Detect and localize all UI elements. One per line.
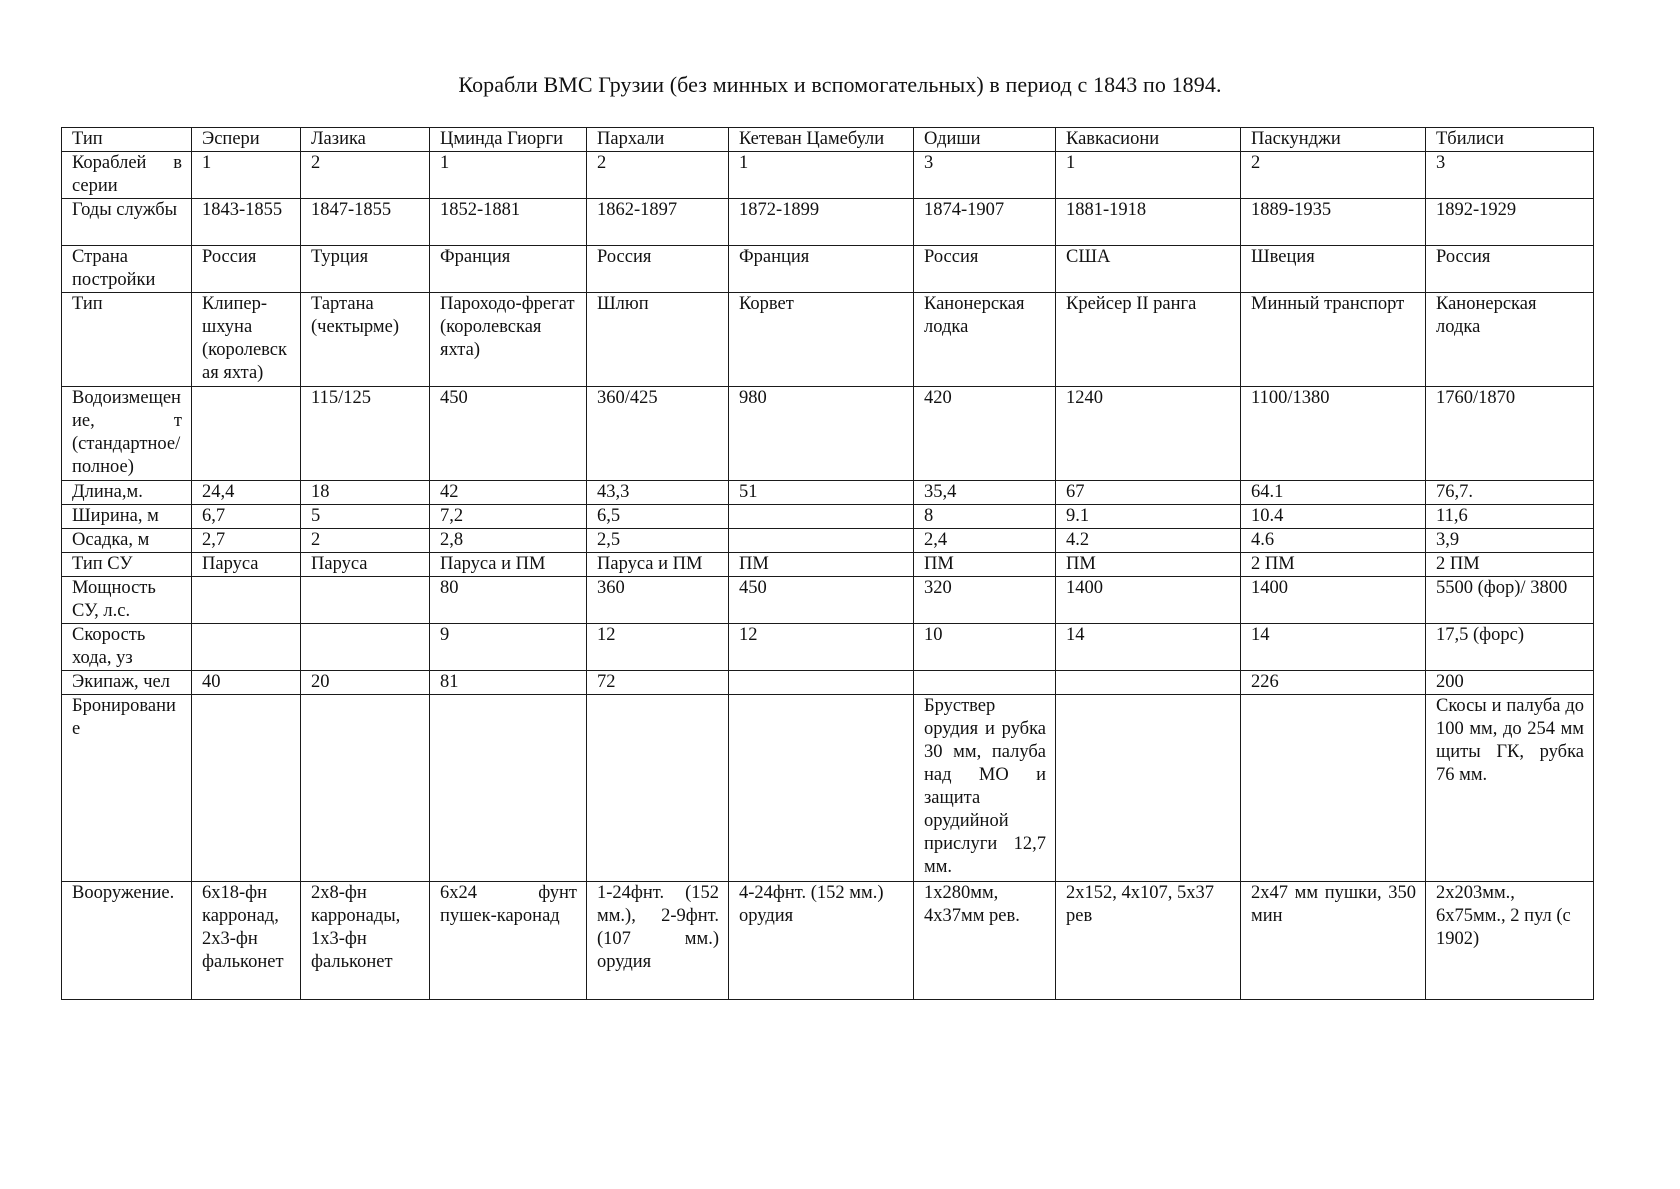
header-cell: Эспери — [192, 128, 301, 152]
table-cell: 5 — [301, 505, 430, 529]
table-cell: 1862-1897 — [587, 199, 729, 246]
header-cell: Кетеван Цамебули — [729, 128, 914, 152]
table-cell: Скосы и палуба до 100 мм, до 254 мм щиты ГК, рубка 76 мм. — [1426, 695, 1594, 882]
table-cell: 1892-1929 — [1426, 199, 1594, 246]
table-cell: 4-24фнт. (152 мм.) орудия — [729, 882, 914, 1000]
table-cell: Клипер-шхуна (королевская яхта) — [192, 293, 301, 387]
table-cell — [301, 695, 430, 882]
table-cell: 18 — [301, 481, 430, 505]
table-cell: 12 — [729, 624, 914, 671]
table-cell: Франция — [430, 246, 587, 293]
table-cell: 72 — [587, 671, 729, 695]
table-cell: 20 — [301, 671, 430, 695]
table-cell — [192, 387, 301, 481]
table-cell: Паруса — [301, 553, 430, 577]
table-cell: 76,7. — [1426, 481, 1594, 505]
table-cell — [729, 529, 914, 553]
table-cell — [1056, 671, 1241, 695]
table-row — [62, 553, 1594, 577]
table-cell — [301, 624, 430, 671]
table-cell: 1 — [192, 152, 301, 199]
table-cell: 320 — [914, 577, 1056, 624]
table-row — [62, 152, 1594, 199]
table-header-row — [62, 128, 1594, 152]
table-cell: Россия — [587, 246, 729, 293]
table-cell: Паруса и ПМ — [587, 553, 729, 577]
table-cell: 6х24 фунт пушек-каронад — [430, 882, 587, 1000]
table-cell: Шлюп — [587, 293, 729, 387]
table-cell: Канонерская лодка — [914, 293, 1056, 387]
table-row — [62, 624, 1594, 671]
row-label: Мощность СУ, л.с. — [62, 577, 192, 624]
table-cell: 8 — [914, 505, 1056, 529]
table-cell: Паруса — [192, 553, 301, 577]
table-cell: 2 — [301, 152, 430, 199]
page-title: Корабли ВМС Грузии (без минных и вспомогательных) в период с 1843 по 1894. — [458, 72, 1222, 97]
table-cell: 5500 (фор)/ 3800 — [1426, 577, 1594, 624]
table-row — [62, 246, 1594, 293]
header-cell: Одиши — [914, 128, 1056, 152]
table-cell: 11,6 — [1426, 505, 1594, 529]
table-cell: ПМ — [1056, 553, 1241, 577]
table-cell: 1872-1899 — [729, 199, 914, 246]
row-label: Длина,м. — [62, 481, 192, 505]
table-cell: 200 — [1426, 671, 1594, 695]
table-row — [62, 293, 1594, 387]
table-cell: 1881-1918 — [1056, 199, 1241, 246]
table-cell — [192, 577, 301, 624]
table-row — [62, 505, 1594, 529]
table-cell: 1-24фнт. (152 мм.), 2-9фнт. (107 мм.) орудия — [587, 882, 729, 1000]
table-cell — [301, 577, 430, 624]
table-cell: 1843-1855 — [192, 199, 301, 246]
table-cell: 1 — [729, 152, 914, 199]
ships-table — [61, 127, 1594, 1000]
table-cell: 1400 — [1056, 577, 1241, 624]
table-cell: 1852-1881 — [430, 199, 587, 246]
table-cell: Бруствер орудия и рубка 30 мм, палуба над МО и защита орудийной прислуги 12,7 мм. — [914, 695, 1056, 882]
table-cell: 450 — [430, 387, 587, 481]
table-cell: 40 — [192, 671, 301, 695]
table-cell — [1056, 695, 1241, 882]
table-cell: 226 — [1241, 671, 1426, 695]
table-cell: 14 — [1241, 624, 1426, 671]
row-label: Ширина, м — [62, 505, 192, 529]
table-cell: Турция — [301, 246, 430, 293]
table-cell — [587, 695, 729, 882]
table-cell: 10.4 — [1241, 505, 1426, 529]
table-cell — [1241, 695, 1426, 882]
table-cell: 3,9 — [1426, 529, 1594, 553]
table-cell: 42 — [430, 481, 587, 505]
table-cell: 2 ПМ — [1426, 553, 1594, 577]
header-cell: Пархали — [587, 128, 729, 152]
table-cell: 2 ПМ — [1241, 553, 1426, 577]
table-cell: 9.1 — [1056, 505, 1241, 529]
table-cell: 64.1 — [1241, 481, 1426, 505]
table-cell: 3 — [914, 152, 1056, 199]
table-cell: 1100/1380 — [1241, 387, 1426, 481]
table-cell: 420 — [914, 387, 1056, 481]
row-label: Бронирование — [62, 695, 192, 882]
table-cell: 67 — [1056, 481, 1241, 505]
table-cell: 2,5 — [587, 529, 729, 553]
header-cell: Тбилиси — [1426, 128, 1594, 152]
table-cell: 2х47 мм пушки, 350 мин — [1241, 882, 1426, 1000]
table-cell: 360/425 — [587, 387, 729, 481]
table-cell: 80 — [430, 577, 587, 624]
row-label: Годы службы — [62, 199, 192, 246]
table-cell: 1889-1935 — [1241, 199, 1426, 246]
table-cell: 360 — [587, 577, 729, 624]
table-cell — [729, 671, 914, 695]
table-cell: 2,7 — [192, 529, 301, 553]
row-label: Экипаж, чел — [62, 671, 192, 695]
table-cell: 2 — [587, 152, 729, 199]
table-cell: 2,4 — [914, 529, 1056, 553]
row-label: Тип СУ — [62, 553, 192, 577]
table-cell: Россия — [914, 246, 1056, 293]
table-cell — [192, 695, 301, 882]
header-cell: Тип — [62, 128, 192, 152]
header-cell: Цминда Гиорги — [430, 128, 587, 152]
row-label: Страна постройки — [62, 246, 192, 293]
table-cell: 115/125 — [301, 387, 430, 481]
table-row — [62, 529, 1594, 553]
table-cell: 1х280мм, 4х37мм рев. — [914, 882, 1056, 1000]
row-label: Скорость хода, уз — [62, 624, 192, 671]
header-cell: Паскунджи — [1241, 128, 1426, 152]
header-cell: Лазика — [301, 128, 430, 152]
table-row — [62, 671, 1594, 695]
table-cell: 1 — [1056, 152, 1241, 199]
table-cell: Канонерская лодка — [1426, 293, 1594, 387]
table-cell: Швеция — [1241, 246, 1426, 293]
table-row — [62, 577, 1594, 624]
row-label: Осадка, м — [62, 529, 192, 553]
table-cell: Паруса и ПМ — [430, 553, 587, 577]
table-cell: 7,2 — [430, 505, 587, 529]
table-cell: 4.6 — [1241, 529, 1426, 553]
table-cell — [430, 695, 587, 882]
table-row — [62, 199, 1594, 246]
table-cell: ПМ — [729, 553, 914, 577]
table-cell: 35,4 — [914, 481, 1056, 505]
table-cell: 450 — [729, 577, 914, 624]
header-cell: Кавкасиони — [1056, 128, 1241, 152]
table-cell: Тартана (чектырме) — [301, 293, 430, 387]
table-cell: 51 — [729, 481, 914, 505]
table-cell: 1847-1855 — [301, 199, 430, 246]
table-cell: 14 — [1056, 624, 1241, 671]
table-cell: 2х8-фн карронады, 1х3-фн фальконет — [301, 882, 430, 1000]
row-label: Вооружение. — [62, 882, 192, 1000]
table-cell: Россия — [192, 246, 301, 293]
table-cell: 43,3 — [587, 481, 729, 505]
row-label: Водоизмещение, т (стандартное/полное) — [62, 387, 192, 481]
table-cell: ПМ — [914, 553, 1056, 577]
table-cell: 2 — [301, 529, 430, 553]
table-cell: 6,5 — [587, 505, 729, 529]
table-row — [62, 695, 1594, 882]
row-label: Тип — [62, 293, 192, 387]
table-cell: 4.2 — [1056, 529, 1241, 553]
table-cell: 1400 — [1241, 577, 1426, 624]
table-cell — [192, 624, 301, 671]
table-cell: 12 — [587, 624, 729, 671]
table-cell: 1874-1907 — [914, 199, 1056, 246]
table-cell: 2,8 — [430, 529, 587, 553]
table-cell: 2 — [1241, 152, 1426, 199]
table-cell: 1240 — [1056, 387, 1241, 481]
table-cell: 1760/1870 — [1426, 387, 1594, 481]
table-cell: Минный транспорт — [1241, 293, 1426, 387]
table-cell: 17,5 (форс) — [1426, 624, 1594, 671]
table-cell: Франция — [729, 246, 914, 293]
table-cell — [729, 505, 914, 529]
row-label: Кораблей в серии — [62, 152, 192, 199]
table-cell: Корвет — [729, 293, 914, 387]
table-cell: 6,7 — [192, 505, 301, 529]
table-cell — [914, 671, 1056, 695]
table-cell: Крейсер II ранга — [1056, 293, 1241, 387]
table-cell: 81 — [430, 671, 587, 695]
table-cell: Россия — [1426, 246, 1594, 293]
table-row — [62, 882, 1594, 1000]
table-cell: США — [1056, 246, 1241, 293]
table-cell: 6х18-фн карронад, 2х3-фн фальконет — [192, 882, 301, 1000]
table-cell: 980 — [729, 387, 914, 481]
table-cell: 3 — [1426, 152, 1594, 199]
table-cell: 24,4 — [192, 481, 301, 505]
table-cell: 10 — [914, 624, 1056, 671]
table-cell: 9 — [430, 624, 587, 671]
table-row — [62, 387, 1594, 481]
table-cell: 2х203мм., 6х75мм., 2 пул (с 1902) — [1426, 882, 1594, 1000]
table-cell — [729, 695, 914, 882]
table-cell: Пароходо-фрегат (королевская яхта) — [430, 293, 587, 387]
table-cell: 2х152, 4х107, 5х37 рев — [1056, 882, 1241, 1000]
table-cell: 1 — [430, 152, 587, 199]
table-row — [62, 481, 1594, 505]
